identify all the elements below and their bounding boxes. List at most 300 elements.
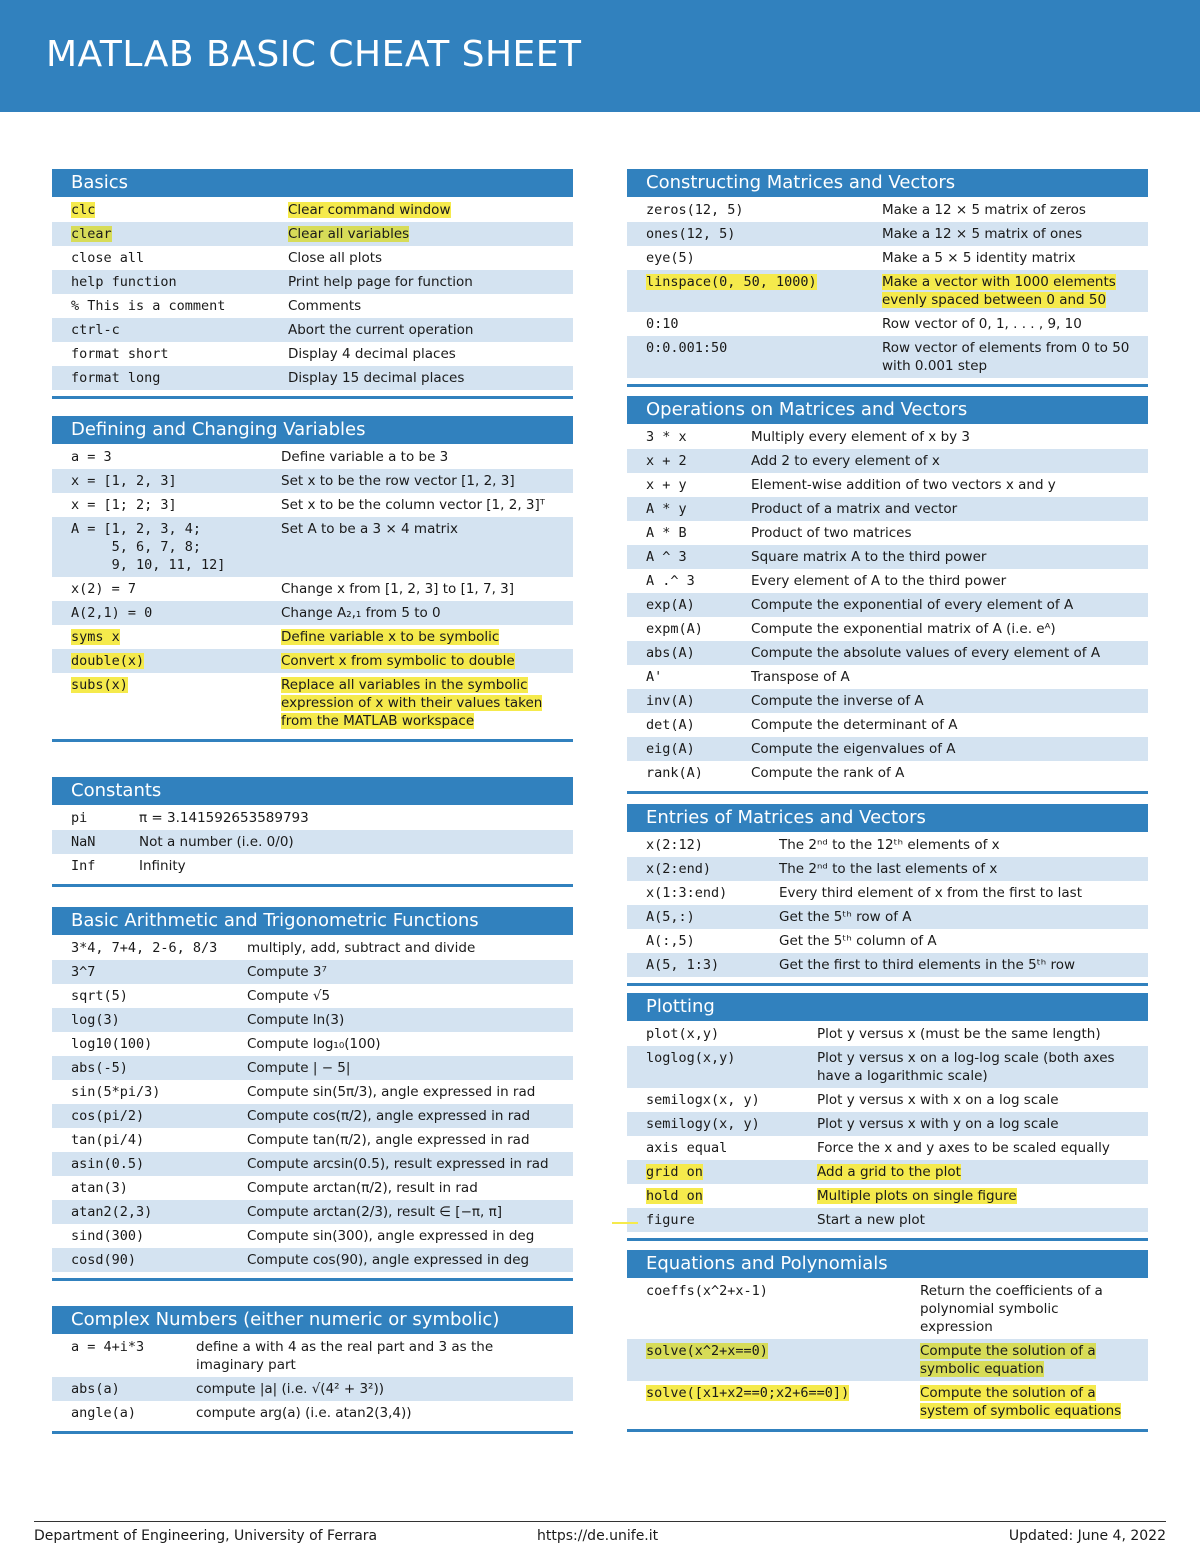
command-code (71, 520, 281, 574)
command-description-text: Get the 5ᵗʰ column of A (779, 933, 937, 949)
table-row (52, 673, 573, 733)
footer-left: Department of Engineering, University of Ferrara (34, 1528, 378, 1544)
command-code-text: abs(-5) (71, 1060, 128, 1076)
table-row (52, 601, 573, 625)
page-header (0, 0, 1200, 112)
command-description-text: Make a 12 × 5 matrix of zeros (882, 202, 1086, 218)
command-description (882, 339, 1148, 375)
table-row (627, 617, 1148, 641)
command-code-text: A' (646, 669, 663, 685)
command-description-text: Compute sin(300), angle expressed in deg (247, 1228, 535, 1244)
command-code-text: det(A) (646, 717, 695, 733)
command-description (817, 1091, 1148, 1109)
command-description (817, 1049, 1148, 1085)
command-code-text: coeffs(x^2+x-1) (646, 1283, 768, 1299)
command-code (71, 1131, 247, 1149)
command-description-text: Define variable a to be 3 (281, 449, 449, 465)
command-description (247, 1107, 573, 1125)
command-description-text: Change x from [1, 2, 3] to [1, 7, 3] (281, 581, 515, 597)
section-title: Basic Arithmetic and Trigonometric Functions (52, 907, 573, 935)
table-row (627, 1160, 1148, 1184)
command-description-text: Compute tan(π/2), angle expressed in rad (247, 1132, 530, 1148)
command-code (646, 339, 882, 375)
table-row (52, 960, 573, 984)
table-row (627, 1136, 1148, 1160)
command-code (71, 1059, 247, 1077)
command-description (882, 225, 1148, 243)
command-code (71, 1251, 247, 1269)
command-description-text: Plot y versus x (must be the same length) (817, 1026, 1101, 1042)
command-description (817, 1025, 1148, 1043)
command-code-text: syms x (71, 629, 120, 645)
command-code-text: format short (71, 346, 169, 362)
command-description-text: Compute the eigenvalues of A (751, 741, 956, 757)
command-description (920, 1342, 1148, 1378)
command-description-text: Product of two matrices (751, 525, 912, 541)
command-code (646, 1211, 817, 1229)
table-row (627, 1046, 1148, 1088)
section-arithmetic (52, 907, 573, 1281)
table-row (627, 1022, 1148, 1046)
table-row (52, 1224, 573, 1248)
command-code (646, 1187, 817, 1205)
command-description (139, 809, 573, 827)
command-code (71, 496, 281, 514)
command-description-text: Compute arcsin(0.5), result expressed in rad (247, 1156, 549, 1172)
command-code-text: inv(A) (646, 693, 695, 709)
command-code-text: eye(5) (646, 250, 695, 266)
command-code-text: a = 3 (71, 449, 112, 465)
table-row (52, 469, 573, 493)
table-row (627, 737, 1148, 761)
command-description-text: The 2ⁿᵈ to the last elements of x (779, 861, 998, 877)
section-operations (627, 396, 1148, 794)
command-code-text: x(2:end) (646, 861, 712, 877)
command-description (751, 500, 1148, 518)
command-code-text: sqrt(5) (71, 988, 128, 1004)
command-code-text: expm(A) (646, 621, 703, 637)
command-description (779, 956, 1148, 974)
command-code (646, 428, 751, 446)
command-description-text: Close all plots (288, 250, 383, 266)
command-code-text: ones(12, 5) (646, 226, 736, 242)
command-code (71, 273, 288, 291)
command-code-text: a = 4+i*3 (71, 1339, 145, 1355)
command-description-text: Replace all variables in the symbolic expression of x with their values taken from the MATLAB workspace (281, 677, 543, 729)
command-code (646, 225, 882, 243)
command-description (779, 836, 1148, 854)
table-row (52, 806, 573, 830)
command-description-text: Every element of A to the third power (751, 573, 1007, 589)
command-code (71, 580, 281, 598)
margin-highlight-mark (612, 1222, 638, 1224)
command-code (646, 1384, 920, 1420)
section-variables (52, 416, 573, 742)
command-code-text: NaN (71, 834, 96, 850)
table-row (627, 689, 1148, 713)
command-code (71, 1227, 247, 1245)
table-row (52, 649, 573, 673)
command-code (646, 740, 751, 758)
command-description (751, 692, 1148, 710)
table-row (52, 854, 573, 878)
command-description (751, 524, 1148, 542)
command-code-text: solve(x^2+x==0) (646, 1343, 768, 1359)
command-description-text: compute arg(a) (i.e. atan2(3,4)) (196, 1405, 412, 1421)
command-code-text: x(2:12) (646, 837, 703, 853)
table-row (627, 665, 1148, 689)
command-code (71, 472, 281, 490)
command-description (196, 1380, 573, 1398)
section-constants (52, 777, 573, 887)
command-description-text: Change A₂,₁ from 5 to 0 (281, 605, 441, 621)
section-title: Plotting (627, 993, 1148, 1021)
command-code (646, 1025, 817, 1043)
table-row (627, 497, 1148, 521)
command-description-text: Clear all variables (288, 226, 410, 242)
command-code-text: A(5,:) (646, 909, 695, 925)
command-description-text: Start a new plot (817, 1212, 925, 1228)
command-description (247, 1251, 573, 1269)
table-row (52, 936, 573, 960)
command-description (751, 476, 1148, 494)
command-description (751, 740, 1148, 758)
table-row (627, 857, 1148, 881)
command-code (71, 1035, 247, 1053)
command-code-text: format long (71, 370, 161, 386)
command-description (281, 676, 573, 730)
command-code-text: pi (71, 810, 88, 826)
command-description-text: Every third element of x from the first to last (779, 885, 1082, 901)
command-description (139, 857, 573, 875)
variables-rows (52, 445, 573, 733)
command-code-text: zeros(12, 5) (646, 202, 744, 218)
command-code-text: clear (71, 226, 112, 242)
command-code-text: % This is a comment (71, 298, 226, 314)
command-description (751, 596, 1148, 614)
table-row (627, 1112, 1148, 1136)
command-description-text: Get the 5ᵗʰ row of A (779, 909, 912, 925)
table-row (52, 222, 573, 246)
command-description-text: Get the first to third elements in the 5ᵗʰ row (779, 957, 1075, 973)
command-code-text: cosd(90) (71, 1252, 137, 1268)
section-title: Equations and Polynomials (627, 1250, 1148, 1278)
command-description (281, 472, 573, 490)
command-description-text: Compute the solution of a symbolic equation (920, 1343, 1096, 1377)
command-description (247, 1083, 573, 1101)
table-row (627, 593, 1148, 617)
command-code (71, 604, 281, 622)
command-description-text: Display 4 decimal places (288, 346, 456, 362)
section-title: Defining and Changing Variables (52, 416, 573, 444)
command-code (71, 1203, 247, 1221)
command-description-text: Force the x and y axes to be scaled equally (817, 1140, 1110, 1156)
table-row (52, 1056, 573, 1080)
command-description (281, 448, 573, 466)
command-code (646, 249, 882, 267)
section-title: Constructing Matrices and Vectors (627, 169, 1148, 197)
table-row (52, 198, 573, 222)
command-description (751, 764, 1148, 782)
table-row (627, 270, 1148, 312)
command-code-text: figure (646, 1212, 695, 1228)
command-code (646, 860, 779, 878)
command-code (646, 315, 882, 333)
command-code-text: 0:10 (646, 316, 679, 332)
command-description-text: Compute the rank of A (751, 765, 905, 781)
command-code (646, 1091, 817, 1109)
table-row (627, 312, 1148, 336)
table-row (52, 1200, 573, 1224)
command-code (646, 1342, 920, 1378)
command-description-text: Compute arctan(π/2), result in rad (247, 1180, 478, 1196)
command-description-text: Comments (288, 298, 362, 314)
plotting-rows (627, 1022, 1148, 1232)
command-code-text: sin(5*pi/3) (71, 1084, 161, 1100)
command-description-text: Set x to be the column vector [1, 2, 3]ᵀ (281, 497, 545, 513)
command-description-text: Multiply every element of x by 3 (751, 429, 971, 445)
command-code (71, 1380, 196, 1398)
command-code-text: exp(A) (646, 597, 695, 613)
command-code (71, 225, 288, 243)
command-code (71, 1179, 247, 1197)
command-description (288, 321, 573, 339)
command-description (288, 225, 573, 243)
command-description (817, 1139, 1148, 1157)
command-code-text: semilogx(x, y) (646, 1092, 760, 1108)
command-code (646, 1049, 817, 1085)
section-plotting (627, 993, 1148, 1241)
command-code-text: double(x) (71, 653, 145, 669)
operations-rows (627, 425, 1148, 785)
command-description (288, 249, 573, 267)
command-description-text: Make a 12 × 5 matrix of ones (882, 226, 1083, 242)
command-code (71, 297, 288, 315)
command-description-text: Compute cos(π/2), angle expressed in rad (247, 1108, 531, 1124)
command-code (71, 628, 281, 646)
table-row (627, 713, 1148, 737)
table-row (627, 425, 1148, 449)
command-code-text: 3 * x (646, 429, 687, 445)
command-description (751, 668, 1148, 686)
table-row (52, 270, 573, 294)
command-description (196, 1338, 573, 1374)
command-code-text: semilogy(x, y) (646, 1116, 760, 1132)
command-description-text: Set A to be a 3 × 4 matrix (281, 521, 458, 537)
command-code (646, 668, 751, 686)
command-code-text: x + y (646, 477, 687, 493)
command-description-text: Compute the absolute values of every element of A (751, 645, 1101, 661)
command-description (920, 1384, 1148, 1420)
table-row (627, 198, 1148, 222)
table-row (52, 1080, 573, 1104)
command-description (751, 428, 1148, 446)
command-code (646, 764, 751, 782)
command-code (71, 676, 281, 730)
section-title: Complex Numbers (either numeric or symbolic) (52, 1306, 573, 1334)
table-row (52, 1152, 573, 1176)
command-code-text: log(3) (71, 1012, 120, 1028)
table-row (627, 1279, 1148, 1339)
command-description (751, 620, 1148, 638)
command-code (71, 448, 281, 466)
command-description (247, 1227, 573, 1245)
command-description-text: π = 3.141592653589793 (139, 810, 309, 826)
table-row (627, 336, 1148, 378)
command-description (751, 548, 1148, 566)
table-row (52, 577, 573, 601)
command-description-text: Abort the current operation (288, 322, 474, 338)
command-description-text: Transpose of A (751, 669, 850, 685)
command-description-text: Square matrix A to the third power (751, 549, 987, 565)
footer-updated: Updated: June 4, 2022 (1008, 1528, 1166, 1544)
command-description (281, 604, 573, 622)
basics-rows (52, 198, 573, 390)
table-row (52, 366, 573, 390)
command-description (882, 273, 1148, 309)
section-title: Constants (52, 777, 573, 805)
command-code (646, 956, 779, 974)
command-code-text: eig(A) (646, 741, 695, 757)
section-entries (627, 804, 1148, 986)
command-description-text: compute |a| (i.e. √(4² + 3²)) (196, 1381, 385, 1397)
command-code (71, 1404, 196, 1422)
table-row (52, 1401, 573, 1425)
command-code (71, 1107, 247, 1125)
command-code (71, 987, 247, 1005)
command-description-text: Print help page for function (288, 274, 473, 290)
command-description (281, 496, 573, 514)
command-description-text: Plot y versus x on a log-log scale (both axes have a logarithmic scale) (817, 1050, 1115, 1084)
footer-link[interactable]: https://de.unife.it (537, 1528, 659, 1544)
command-code-text: x = [1, 2, 3] (71, 473, 177, 489)
section-title: Operations on Matrices and Vectors (627, 396, 1148, 424)
command-description (247, 963, 573, 981)
command-code (646, 1163, 817, 1181)
table-row (627, 641, 1148, 665)
command-description (247, 1131, 573, 1149)
command-code (646, 572, 751, 590)
command-description (288, 345, 573, 363)
command-description (247, 939, 573, 957)
table-row (52, 1248, 573, 1272)
table-row (52, 1128, 573, 1152)
command-code-text: abs(A) (646, 645, 695, 661)
table-row (52, 1176, 573, 1200)
table-row (52, 625, 573, 649)
command-description-text: Compute the determinant of A (751, 717, 958, 733)
command-code-text: x + 2 (646, 453, 687, 469)
section-complex (52, 1306, 573, 1434)
table-row (627, 1339, 1148, 1381)
command-code (71, 652, 281, 670)
command-description-text: Compute cos(90), angle expressed in deg (247, 1252, 530, 1268)
command-code-text: atan(3) (71, 1180, 128, 1196)
table-row (627, 905, 1148, 929)
command-description (288, 273, 573, 291)
command-code-text: plot(x,y) (646, 1026, 720, 1042)
footer-divider (34, 1521, 1166, 1522)
command-code-text: subs(x) (71, 677, 128, 693)
command-code-text: x = [1; 2; 3] (71, 497, 177, 513)
command-code-text: A = [1, 2, 3, 4; 5, 6, 7, 8; 9, 10, 11, 12] (71, 521, 226, 573)
command-code (646, 524, 751, 542)
command-description-text: Infinity (139, 858, 186, 874)
command-description (247, 1179, 573, 1197)
command-code-text: x(1:3:end) (646, 885, 728, 901)
command-code (646, 644, 751, 662)
command-description-text: multiply, add, subtract and divide (247, 940, 476, 956)
command-code (71, 345, 288, 363)
command-description-text: Not a number (i.e. 0/0) (139, 834, 294, 850)
command-description (751, 716, 1148, 734)
command-description (196, 1404, 573, 1422)
command-code-text: atan2(2,3) (71, 1204, 153, 1220)
command-description (281, 628, 573, 646)
table-row (627, 1088, 1148, 1112)
command-description-text: Compute arctan(2/3), result ∈ [−π, π] (247, 1204, 502, 1220)
command-code-text: ctrl-c (71, 322, 120, 338)
command-description-text: Compute ln(3) (247, 1012, 345, 1028)
command-description (247, 1035, 573, 1053)
table-row (52, 246, 573, 270)
command-description (247, 1203, 573, 1221)
command-code (646, 1115, 817, 1133)
command-code (646, 716, 751, 734)
command-code (646, 620, 751, 638)
command-code-text: A(5, 1:3) (646, 957, 720, 973)
command-code (71, 249, 288, 267)
command-code (646, 1282, 920, 1336)
command-description (882, 249, 1148, 267)
command-code-text: log10(100) (71, 1036, 153, 1052)
command-code-text: A .^ 3 (646, 573, 695, 589)
table-row (627, 569, 1148, 593)
table-row (52, 1008, 573, 1032)
section-constructing (627, 169, 1148, 387)
command-code (71, 809, 139, 827)
command-code (646, 476, 751, 494)
command-code (71, 369, 288, 387)
command-code (646, 548, 751, 566)
command-description (281, 652, 573, 670)
command-description-text: Compute sin(5π/3), angle expressed in rad (247, 1084, 536, 1100)
command-code (71, 857, 139, 875)
command-description-text: Make a 5 × 5 identity matrix (882, 250, 1076, 266)
command-description-text: Compute √5 (247, 988, 331, 1004)
command-description (817, 1115, 1148, 1133)
command-description-text: Add 2 to every element of x (751, 453, 940, 469)
command-description (817, 1163, 1148, 1181)
command-code (71, 1338, 196, 1374)
constants-rows (52, 806, 573, 878)
command-code (646, 884, 779, 902)
command-code-text: cos(pi/2) (71, 1108, 145, 1124)
command-code-text: close all (71, 250, 145, 266)
command-code (646, 908, 779, 926)
page-title: MATLAB BASIC CHEAT SHEET (46, 34, 582, 75)
command-code-text: 3^7 (71, 964, 96, 980)
command-code (646, 500, 751, 518)
section-title: Entries of Matrices and Vectors (627, 804, 1148, 832)
command-code-text: abs(a) (71, 1381, 120, 1397)
command-description-text: Clear command window (288, 202, 451, 218)
command-description-text: Multiple plots on single figure (817, 1188, 1017, 1204)
table-row (627, 521, 1148, 545)
command-code-text: asin(0.5) (71, 1156, 145, 1172)
command-description (779, 932, 1148, 950)
command-code (646, 932, 779, 950)
